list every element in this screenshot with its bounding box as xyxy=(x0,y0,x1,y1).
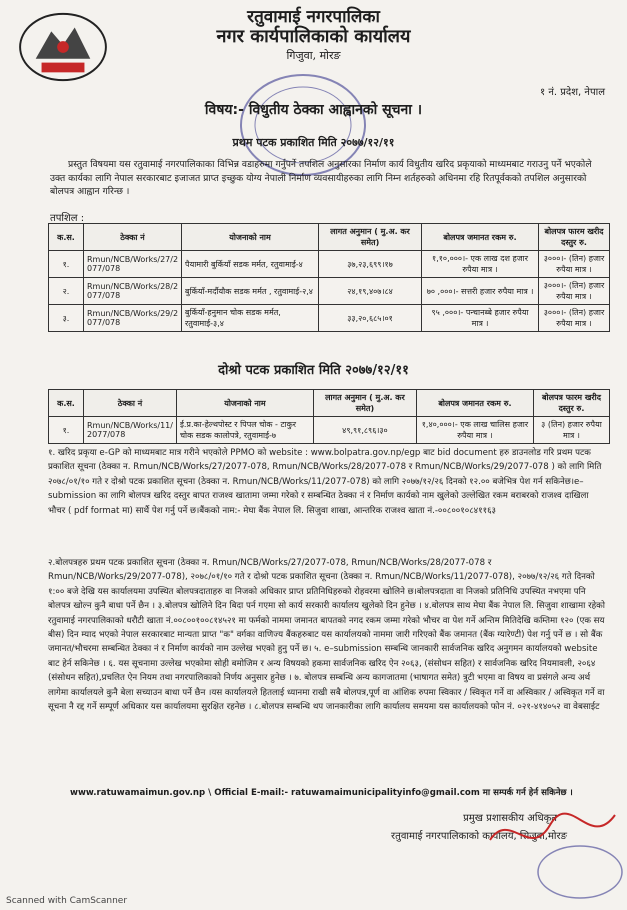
cell-cost: २४,१९,४०७।८४ xyxy=(319,278,422,305)
office-name: नगर कार्यपालिकाको कार्यालय xyxy=(216,26,411,47)
table-row xyxy=(49,278,610,305)
tender-table-1 xyxy=(48,223,610,332)
col-name: योजनाको नाम xyxy=(176,390,313,417)
scanner-watermark: Scanned with CamScanner xyxy=(6,896,128,906)
cell-name: बुर्कियाँ-हनुमान चोक सडक मर्मत, रतुवामाई-३,४ xyxy=(182,305,319,332)
notice-subject: विषय:- विधुतीय ठेक्का आह्वानको सूचना । xyxy=(204,102,423,118)
cell-security: १,४०,०००।- एक लाख चालिस हजार रुपैया मात्र । xyxy=(416,417,533,444)
cell-cost: ४९,९१,८९६।३० xyxy=(313,417,416,444)
table-header-row xyxy=(49,390,610,417)
office-location: गिजुवा, मोरङ xyxy=(286,49,341,62)
signatory-title: प्रमुख प्रशासकीय अधिकृत xyxy=(463,813,557,824)
province-label: १ नं. प्रदेश, नेपाल xyxy=(539,87,605,98)
cell-sn: ३. xyxy=(49,305,84,332)
col-security: बोलपत्र जमानत रकम रु. xyxy=(422,224,539,251)
table-row xyxy=(49,305,610,332)
table-row xyxy=(49,251,610,278)
second-publication-date: दोश्रो पटक प्रकाशित मिति २०७७/१२/११ xyxy=(218,363,409,378)
cell-contract: Rmun/NCB/Works/29/2 077/078 xyxy=(84,305,182,332)
website-email-line: www.ratuwamaimun.gov.np \ Official E-mail:- ratuwamaimunicipalityinfo@gmail.com मा सम्पर्क गर्न हेर्न सकिनेछ । xyxy=(70,788,573,798)
cell-name: पैयामारी बुर्कियाँ सडक मर्मत, रतुवामाई-४ xyxy=(182,251,319,278)
table-row xyxy=(49,417,610,444)
cell-fee: ३०००।- (तिन) हजार रुपैया मात्र । xyxy=(539,305,610,332)
cell-fee: ३०००।- (तिन) हजार रुपैया मात्र । xyxy=(539,251,610,278)
tender-table-2 xyxy=(48,389,610,444)
cell-fee: ३०००।- (तिन) हजार रुपैया मात्र । xyxy=(539,278,610,305)
col-cost: लागत अनुमान ( मु.अ. कर समेत) xyxy=(319,224,422,251)
cell-name: ई.प्र.का-हेल्थपोस्ट र पिपल चोक - टाकुर चोक सडक कालोपत्रे, रतुवामाई-७ xyxy=(176,417,313,444)
cell-cost: ३३,२०,६८५।०१ xyxy=(319,305,422,332)
signatory-office: रतुवामाई नगरपालिकाको कार्यालय, सिजुवा,मोरङ xyxy=(391,831,567,842)
cell-sn: २. xyxy=(49,278,84,305)
col-contract: ठेक्का नं xyxy=(84,390,177,417)
col-fee: बोलपत्र फारम खरीद दस्तुर रु. xyxy=(539,224,610,251)
cell-fee: ३ (तिन) हजार रुपैया मात्र । xyxy=(533,417,609,444)
cell-cost: ३७,२३,६९९।१७ xyxy=(319,251,422,278)
col-cost: लागत अनुमान ( मु.अ. कर समेत) xyxy=(313,390,416,417)
cell-contract: Rmun/NCB/Works/28/2 077/078 xyxy=(84,278,182,305)
cell-sn: १. xyxy=(49,417,84,444)
cell-security: १,१०,०००।- एक लाख दश हजार रुपैया मात्र । xyxy=(422,251,539,278)
cell-contract: Rmun/NCB/Works/27/2 077/078 xyxy=(84,251,182,278)
col-sn: क.स. xyxy=(49,224,84,251)
table-label: तपशिल : xyxy=(50,213,85,224)
cell-name: बुर्कियाँ-मर्दौयौक सडक मर्मत , रतुवामाई-२,४ xyxy=(182,278,319,305)
first-publication-date: प्रथम पटक प्रकाशित मिति २०७७/१२/११ xyxy=(232,136,395,149)
cell-security: ९५ ,०००।- पन्चानब्बे हजार रुपैया मात्र । xyxy=(422,305,539,332)
cell-security: ७० ,०००।- सत्तरी हजार रुपैया मात्र । xyxy=(422,278,539,305)
col-name: योजनाको नाम xyxy=(182,224,319,251)
condition-paragraphs-2-8: २.बोलपत्रहरु प्रथम पटक प्रकाशित सूचना (ठेक्का न. Rmun/NCB/Works/27/2077-078, Rmun/NCB/Works/28/2077-078 र Rmun/NCB/Works/29/2077-078), २०७८/०१/१० गते र दोश्रो पटक प्रकाशित सूचना (ठेक्का न. Rmun/NCB/Works/11/2077-078), २०७७/१२/२६ गते दिनको १:०० बजे देखि यस कार्यालयमा उपस्थित बोलपत्रदाताहरु वा निजको अधिकार प्राप्त प्रतिनिधिहरुको रोहवरमा खोलिने छ।बोलपत्रदाता वा निजको प्रतिनिधि उपस्थित नभएमा पनि बोलपत्र खोल्न कुनै बाधा पर्ने छैन । ३.बोलपत्र खोलिने दिन बिदा पर्न गएमा सो कार्य सरकारी कार्यालय खुलेको दिन हुनेछ । ४.बोलपत्र साथ मेघा बैंक नेपाल लि. सिजुवा शाखामा रहेको रतुवामाई नगरपालिकाको धरौटी खाता नं.००८००१००८१४५२१ मा फर्मको नाममा जमानत बापतको नगद रकम जम्मा गरेको भौचर वा पेश गर्ने अन्तिम मितिदेखि कम्तिमा १२० (एक सय बीस) दिन म्याद भएको नेपाल सरकारबाट मान्यता प्राप्त "क" वर्गका वाणिज्य बैंकहरुबाट यस कार्यालयको नाममा जारी गरिएको बैंक जमानत (बैंक ग्यारेण्टी) पेश गर्नु पर्ने छ । सो बैंक जमानत/भौचरमा सम्बन्धित ठेक्का नं र निर्माण कार्यको नाम उल्लेख भएको हुनु पर्ने छ। ५. e–submission सम्बन्धि जानकारी सार्वजनिक खरिद अनुगमन कार्यालयको website बाट हेर्न सकिनेछ । ६. यस सूचनामा उल्लेख भएकोमा सोही बमोजिम र अन्य विषयको हकमा सार्वजनिक खरिद ऐन २०६३, (संसोधन सहित) र सार्वजनिक खरिद नियमावली, २०६४ (संसोधन सहित),प्रचलित ऐन नियम तथा नगरपालिकाको निर्णय अनुसार हुनेछ । ७. बोलपत्र सम्बन्धि अन्य कागजातमा (भाषागत समेत) त्रुटी भएमा वा विषय वा प्रसंगले अन्य अर्थ लागेमा कार्यालयले कुनै बेला सच्याउन बाधा पर्ने छैन ।यस कार्यालयले हितलाई ध्यानमा राखी सबै बोलपत्र,पूर्ण वा आंशिक रुपमा स्विकार / स्विकृत गर्ने वा अस्विकार / अस्विकृत गर्ने वा सूचना नै रद्द गर्ने सम्पूर्ण अधिकार यस कार्यालयमा सुरक्षित रहनेछ । ८.बोलपत्र सम्बन्धि थप जानकारीका लागि कार्यालय समयमा यस कार्यालयको फोन नं. ०२१-४१४०५२ वा वेबसाईट xyxy=(48,558,605,713)
col-fee: बोलपत्र फारम खरीद दस्तुर रु. xyxy=(533,390,609,417)
cell-contract: Rmun/NCB/Works/11/ 2077/078 xyxy=(84,417,177,444)
condition-paragraph-1: १. खरिद प्रकृया e-GP को माध्यमबाट मात्र गरीने भएकोले PPMO को website : www.bolpatra.gov.np/egp बाट bid document हरु डाउनलोड गरि प्रथम पटक प्रकाशित सूचना (ठेक्का न. Rmun/NCB/Works/27/2077-078, Rmun/NCB/Works/28/2077-078 र Rmun/NCB/Works/29/2077-078 ) को लागि मिति २०७८/०१/१० गते र दोश्रो पटक प्रकाशित सूचना (ठेक्का न. Rmun/NCB/Works/11/2077-078) को लागि २०७७/१२/२६ दिनको १२.०० बजेभित्र पेश गर्न सकिनेछ।e–submission का लागि बोलपत्र खरिद दस्तुर बापत राजश्व खातामा जम्मा गरेको र सम्बन्धित ठेक्का नं र निर्माण कार्यको नाम खुलेको उल्लेखित रकम बराबरको राजश्व दाखिला भौचर ( pdf format मा) सार्थै पेश गर्नु पर्ने छ।बैंकको नाम:- मेघा बैंक नेपाल लि. सिजुवा शाखा, आन्तरिक राजश्व खाता नं.-००८००१०८४११६३ xyxy=(48,448,602,516)
intro-paragraph: प्रस्तुत विषयमा यस रतुवामाई नगरपालिकाका विभिन्न वडाहरुमा गर्नुपर्ने तपशिल अनुसारका निर्माण कार्य विधुतीय खरिद प्रकृयाको माध्यमबाट गराउनु पर्ने भएकोले उक्त कार्यका लागि नेपाल सरकारबाट इजाजत प्राप्त इच्छुक योग्य नेपाली निर्माण व्यवसायीहरुका लागि निम्न शर्तहरुको अधिनमा रहि रितपूर्वकको तपशिल अनुसारको बोलपत्र आह्वान गरिन्छ । xyxy=(50,159,592,197)
col-security: बोलपत्र जमानत रकम रु. xyxy=(416,390,533,417)
col-contract: ठेक्का नं xyxy=(84,224,182,251)
table-header-row xyxy=(49,224,610,251)
cell-sn: १. xyxy=(49,251,84,278)
signature-stamp-icon xyxy=(480,800,625,905)
col-sn: क.स. xyxy=(49,390,84,417)
municipality-name: रतुवामाई नगरपालिका xyxy=(247,7,380,27)
